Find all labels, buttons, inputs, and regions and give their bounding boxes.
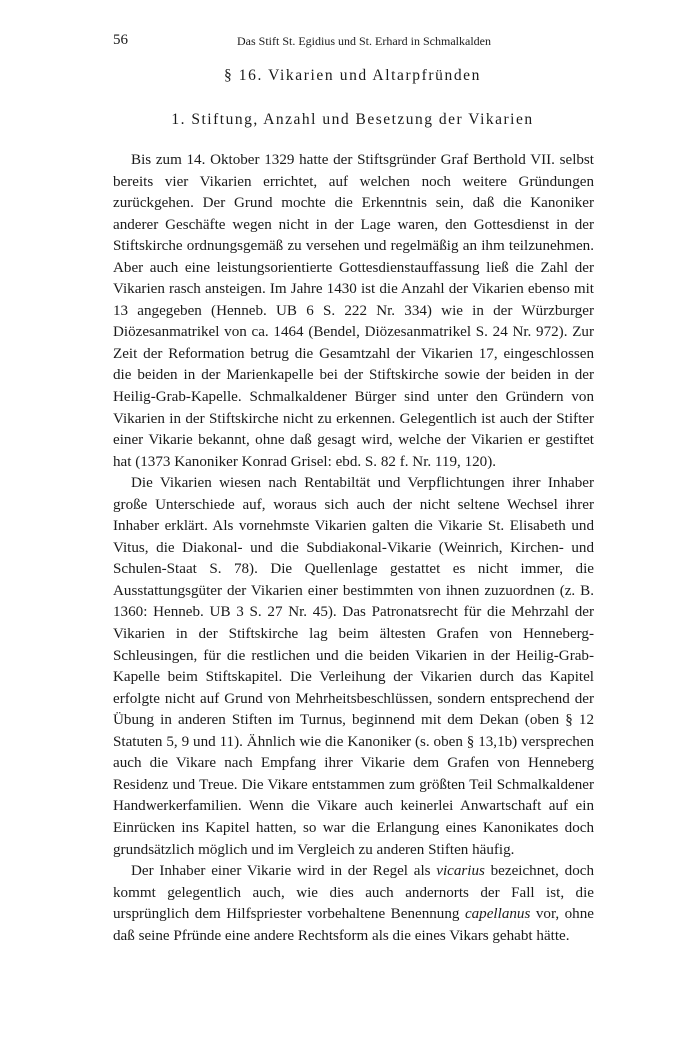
term-vicarius: vicarius — [436, 863, 485, 880]
body-text — [113, 150, 594, 947]
paragraph-2: Die Vikarien wiesen nach Rentabiltät und Verpflichtungen ihrer Inhaber große Unterschiede auf, woraus sich auch der nicht seltene Wechsel ihrer Inhaber erklärt. Als vornehmste Vikarien galten die Vikarie St. Elisabeth und Vitus, die Diakonal- und die Subdiakonal-Vikarie (Weinrich, Kirchen- und Schulen-Staat S. 78). Die Quellenlage gestattet es nicht immer, die Ausstattungsgüter der Vikarien einer bestimmten von ihnen zuzuordnen (z. B. 1360: Henneb. UB 3 S. 27 Nr. 45). Das Patronatsrecht für die Mehrzahl der Vikarien in der Stiftskirche lag beim ältesten Grafen von Henneberg-Schleusingen, für die restlichen und die beiden Vikarien in der Heilig-Grab-Kapelle beim Stiftskapitel. Die Verleihung der Vikarien durch das Kapitel erfolgte nicht auf Grund von Mehrheitsbeschlüssen, sondern entsprechend der Übung in anderen Stiften im Turnus, beginnend mit dem Dekan (oben § 12 Statuten 5, 9 und 11). Ähnlich wie die Kanoniker (s. oben § 13,1b) versprechen auch die Vikare nach Empfang ihrer Vikarie dem Grafen von Henneberg Residenz und Treue. Die Vikare entstammen zum größten Teil Schmalkaldener Handwerkerfamilien. Wenn die Vikare auch keinerlei Anwartschaft auf ein Einrücken ins Kapitel hatten, so war die Erlangung eines Kanonikates doch grundsätzlich möglich und im Vergleich zu anderen Stiften häufig. — [113, 475, 594, 858]
page-header — [113, 32, 592, 52]
term-capellanus: capellanus — [464, 906, 531, 923]
paragraph-3-part-3: vor, ohne daß seine Pfründe eine andere Rechtsform als die eines Vikars gehabt hätte. — [113, 906, 594, 944]
paragraph-3-part-2: bezeichnet, doch kommt gelegentlich auch, wie dies auch andernorts der Fall ist, die ursprünglich dem Hilfspriester vorbehaltene Benennung — [113, 863, 595, 923]
page-number: 56 — [113, 32, 128, 48]
section-heading: § 16. Vikarien und Altarpfründen — [223, 67, 482, 84]
paragraph-3-part-1: Der Inhaber einer Vikarie wird in der Regel als — [131, 863, 437, 880]
running-title: Das Stift St. Egidius und St. Erhard in Schmalkalden — [237, 34, 491, 48]
paragraph-1: Bis zum 14. Oktober 1329 hatte der Stiftsgründer Graf Berthold VII. selbst bereits vier Vikarien errichtet, auf welchen noch weitere Gründungen zurückgehen. Der Grund mochte die Erkenntnis sein, daß die Kanoniker anderer Geschäfte wegen nicht in der Lage waren, den Gottesdienst in der Stiftskirche ordnungsgemäß zu versehen und regelmäßig an ihm teilzunehmen. Aber auch eine leistungsorientierte Gottesdienstauffassung ließ die Zahl der Vikarien rasch ansteigen. Im Jahre 1430 ist die Anzahl der Vikarien ebenso mit 13 angegeben (Henneb. UB 6 S. 222 Nr. 334) wie in der Würzburger Diözesanmatrikel von ca. 1464 (Bendel, Diözesanmatrikel S. 24 Nr. 972). Zur Zeit der Reformation betrug die Gesamtzahl der Vikarien 17, eingeschlossen die beiden in der Marienkapelle bei der Stiftskirche sowie der beiden in der Heilig-Grab-Kapelle. Schmalkaldener Bürger sind unter den Gründern von Vikarien in der Stiftskirche nicht zu erkennen. Gelegentlich ist auch der Stifter einer Vikarie bekannt, ohne daß gesagt wird, welche der Vikarien er gestiftet hat (1373 Kanoniker Konrad Grisel: ebd. S. 82 f. Nr. 119, 120). — [113, 152, 594, 470]
sub-heading: 1. Stiftung, Anzahl und Besetzung der Vikarien — [171, 111, 534, 128]
paragraph-3 — [113, 861, 594, 947]
